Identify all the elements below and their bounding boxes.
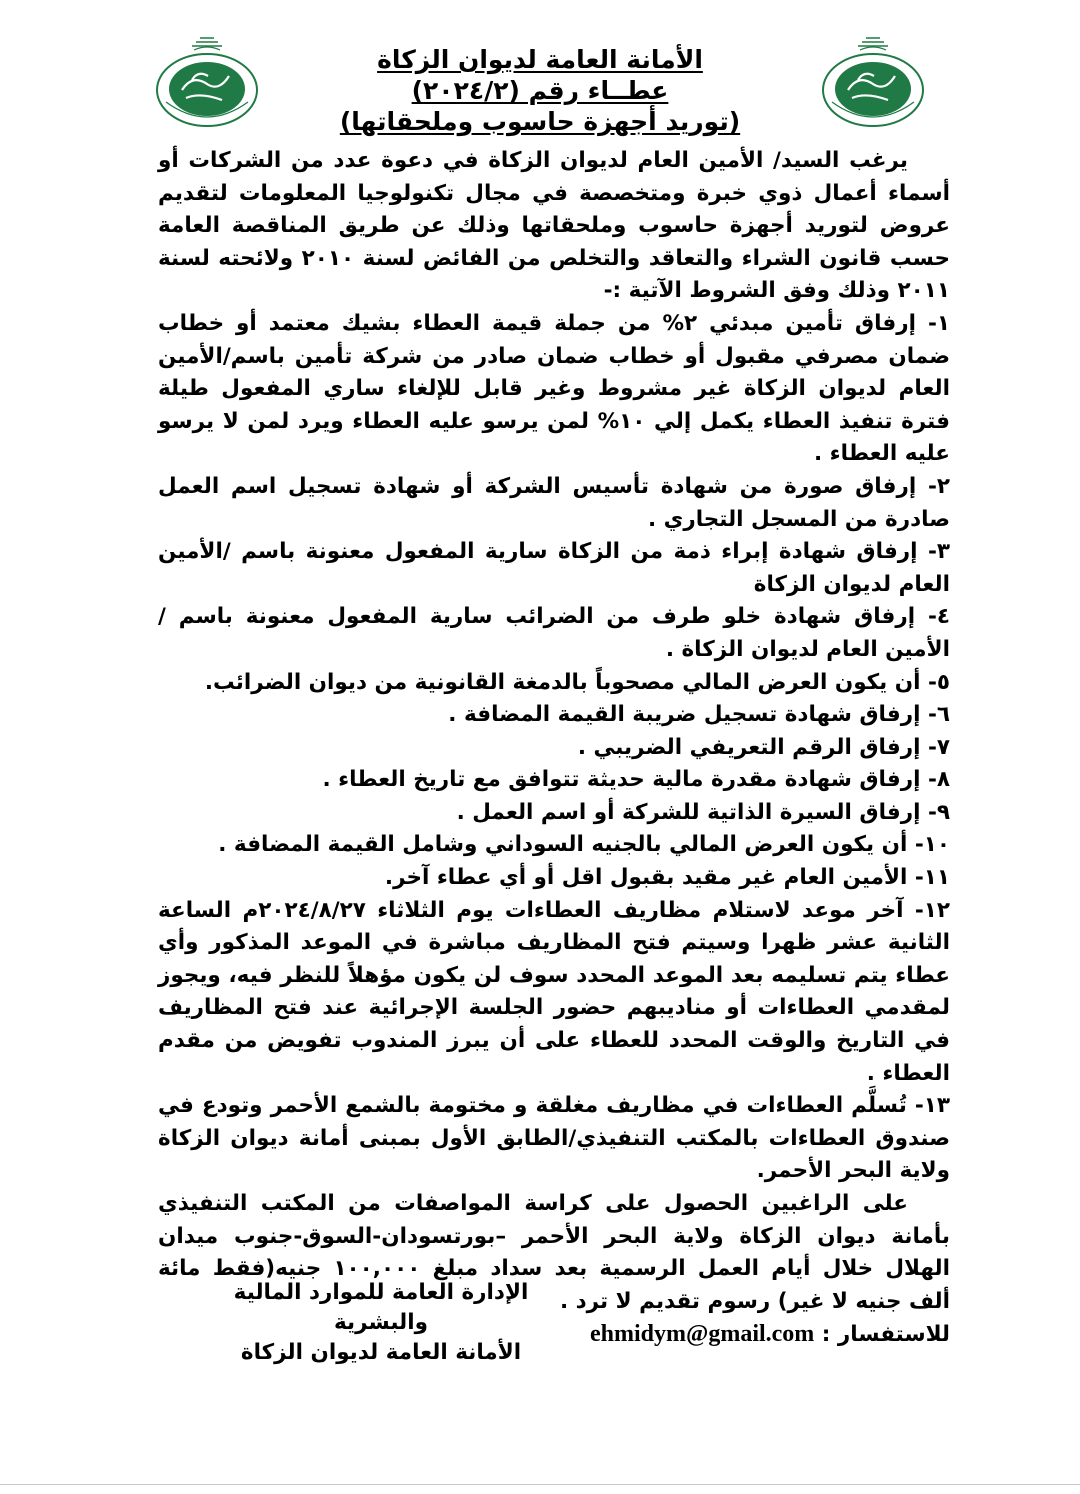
zakat-chamber-logo-icon (152, 32, 262, 132)
condition-item-3: ٣- إرفاق شهادة إبراء ذمة من الزكاة سارية المفعول معنونة باسم /الأمين العام لديوان الزكاة (158, 539, 950, 597)
signature-block (206, 1278, 556, 1368)
condition-item-6: ٦- إرفاق شهادة تسجيل ضريبة القيمة المضافة . (448, 702, 950, 728)
tender-number: عطــاء رقم (٢٠٢٤/٢) (411, 76, 669, 105)
signature-organization: الأمانة العامة لديوان الزكاة (240, 1340, 522, 1365)
condition-item-1: ١- إرفاق تأمين مبدئي ٢% من جملة قيمة العطاء بشيك معتمد أو خطاب ضمان مصرفي مقبول أو خطاب ضمان صادر من شركة تأمين باسم/الأمين العام لديوان الزكاة غير مشروط وغير قابل للإلغاء ساري المفعول طيلة فترة تنفيذ العطاء يكمل إلي ١٠% لمن يرسو عليه العطاء ويرد لمن لا يرسو عليه العطاء . (158, 310, 951, 467)
page-bottom-divider (0, 1484, 1080, 1485)
condition-item-4: ٤- إرفاق شهادة خلو طرف من الضرائب سارية المفعول معنونة باسم /الأمين العام لديوان الزكاة . (158, 604, 950, 662)
condition-item-12: ١٢- آخر موعد لاستلام مظاريف العطاءات يوم الثلاثاء ٢٠٢٤/٨/٢٧م الساعة الثانية عشر ظهرا وسيتم فتح المظاريف مباشرة في الموعد المذكور وأي عطاء يتم تسليمه بعد الموعد المحدد سوف لن يكون مؤهلاً للنظر فيه، ويجوز لمقدمي العطاءات أو مناديبهم حضور الجلسة الإجرائية عند فتح المظاريف في التاريخ والوقت المحدد للعطاء على أن يبرز المندوب تفويض من مقدم العطاء . (158, 897, 950, 1086)
zakat-chamber-logo-icon (818, 32, 928, 132)
signature-department: الإدارة العامة للموارد المالية والبشرية (233, 1280, 529, 1335)
condition-item-2: ٢- إرفاق صورة من شهادة تأسيس الشركة أو شهادة تسجيل اسم العمل صادرة من المسجل التجاري . (158, 473, 950, 532)
condition-item-9: ٩- إرفاق السيرة الذاتية للشركة أو اسم العمل . (456, 799, 950, 825)
document-body (158, 145, 950, 1352)
condition-item-11: ١١- الأمين العام غير مقيد بقبول اقل أو أي عطاء آخر. (384, 865, 950, 891)
condition-item-7: ٧- إرفاق الرقم التعريفي الضريبي . (577, 734, 950, 760)
condition-item-8: ٨- إرفاق شهادة مقدرة مالية حديثة تتوافق مع تاريخ العطاء . (322, 767, 950, 793)
tender-subject: (توريد أجهزة حاسوب وملحقاتها) (339, 107, 741, 136)
condition-item-5: ٥- أن يكون العرض المالي مصحوباً بالدمغة القانونية من ديوان الضرائب. (204, 669, 950, 695)
inquiry-label: للاستفسار : (821, 1322, 950, 1348)
closing-paragraph: على الراغبين الحصول على كراسة المواصفات من المكتب التنفيذي بأمانة ديوان الزكاة ولاية البحر الأحمر –بورتسودان-السوق-جنوب ميدان الهلال خلال أيام العمل الرسمية بعد سداد مبلغ ١٠٠,٠٠٠ جنيه(فقط مائة ألف جنيه لا غير) رسوم تقديم لا ترد . (158, 1191, 951, 1314)
condition-item-10: ١٠- أن يكون العرض المالي بالجنيه السوداني وشامل القيمة المضافة . (218, 832, 950, 858)
condition-item-13: ١٣- تُسلَّم العطاءات في مظاريف مغلقة و مختومة بالشمع الأحمر وتودع في صندوق العطاءات بالمكتب التنفيذي/الطابق الأول بمبنى أمانة ديوان الزكاة ولاية البحر الأحمر. (158, 1093, 950, 1184)
organization-title: الأمانة العامة لديوان الزكاة (377, 45, 703, 74)
document-header (300, 44, 780, 137)
contact-email-link[interactable]: ehmidym@gmail.com (590, 1321, 815, 1348)
intro-paragraph: يرغب السيد/ الأمين العام لديوان الزكاة في دعوة عدد من الشركات أو أسماء أعمال ذوي خبرة ومتخصصة في مجال تكنولوجيا المعلومات لتقديم عروض لتوريد أجهزة حاسوب وملحقاتها وذلك عن طريق المناقصة العامة حسب قانون الشراء والتعاقد والتخلص من الفائض لسنة ٢٠١٠ ولائحته لسنة ٢٠١١ وذلك وفق الشروط الآتية :- (158, 148, 950, 304)
